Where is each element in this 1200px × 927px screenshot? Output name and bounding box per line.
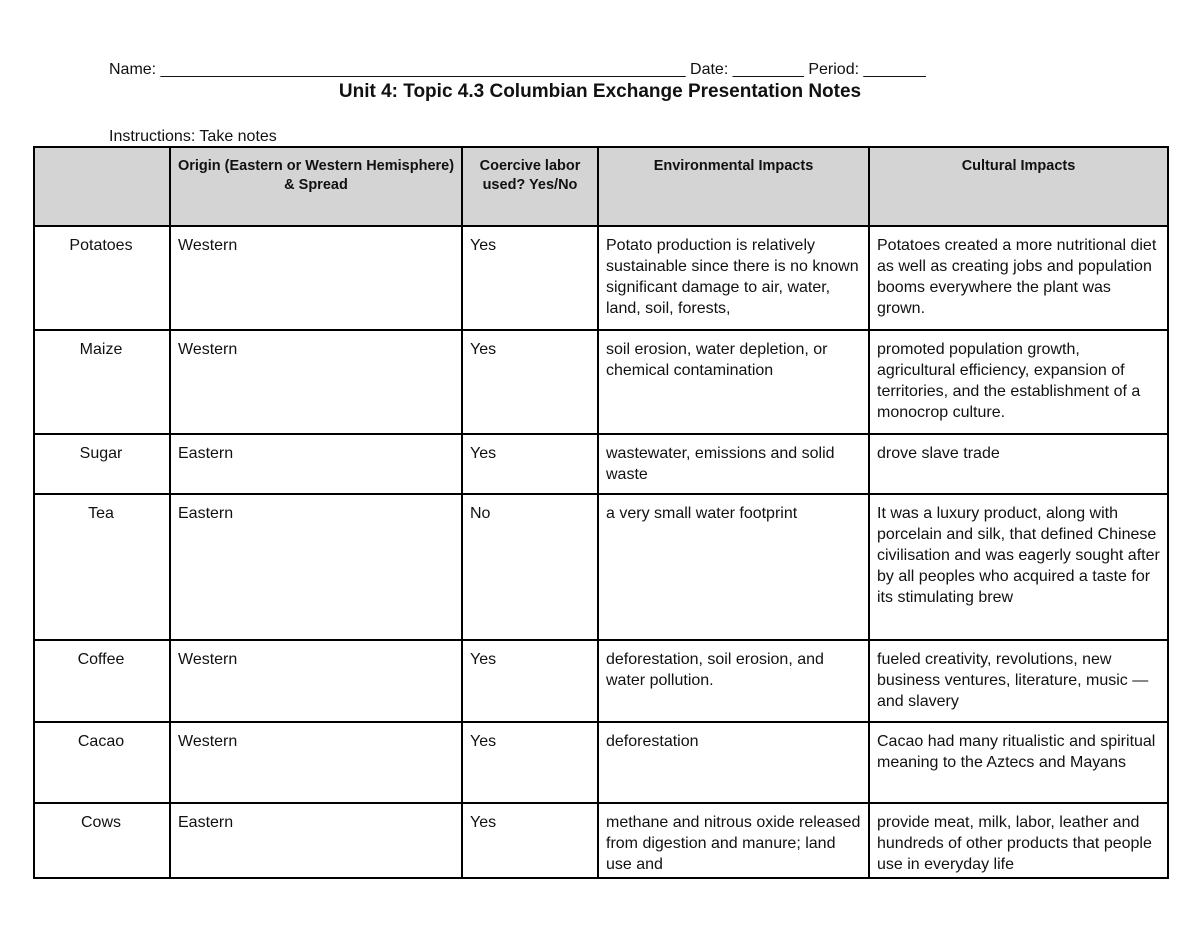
table-row <box>34 226 1168 330</box>
cell-cultural: It was a luxury product, along with porcelain and silk, that defined Chinese civilisation and was eagerly sought after by all peoples who acquired a taste for its stimulating brew <box>869 494 1168 640</box>
cell-cultural: Cacao had many ritualistic and spiritual meaning to the Aztecs and Mayans <box>869 722 1168 803</box>
table-row <box>34 803 1168 878</box>
cell-cultural: Potatoes created a more nutritional diet as well as creating jobs and population booms everywhere the plant was grown. <box>869 226 1168 330</box>
table-row <box>34 330 1168 434</box>
cell-item: Cacao <box>34 722 170 803</box>
header-cultural-impacts: Cultural Impacts <box>869 147 1168 226</box>
cell-origin: Western <box>170 226 462 330</box>
cell-origin: Western <box>170 640 462 722</box>
cell-item: Coffee <box>34 640 170 722</box>
cell-origin: Eastern <box>170 803 462 878</box>
notes-table <box>33 146 1169 879</box>
cell-cultural: promoted population growth, agricultural efficiency, expansion of territories, and the establishment of a monocrop culture. <box>869 330 1168 434</box>
cell-coercive: Yes <box>462 803 598 878</box>
header-coercive-labor: Coercive labor used? Yes/No <box>462 147 598 226</box>
cell-environmental: methane and nitrous oxide released from digestion and manure; land use and <box>598 803 869 878</box>
cell-environmental: soil erosion, water depletion, or chemical contamination <box>598 330 869 434</box>
cell-cultural: fueled creativity, revolutions, new business ventures, literature, music — and slavery <box>869 640 1168 722</box>
cell-item: Tea <box>34 494 170 640</box>
cell-environmental: deforestation, soil erosion, and water pollution. <box>598 640 869 722</box>
cell-item: Maize <box>34 330 170 434</box>
table-row <box>34 640 1168 722</box>
page-title: Unit 4: Topic 4.3 Columbian Exchange Presentation Notes <box>338 81 862 102</box>
cell-environmental: deforestation <box>598 722 869 803</box>
cell-item: Cows <box>34 803 170 878</box>
cell-coercive: Yes <box>462 434 598 494</box>
instructions-text: Instructions: Take notes <box>109 128 277 145</box>
table-row <box>34 494 1168 640</box>
cell-coercive: Yes <box>462 722 598 803</box>
cell-cultural: provide meat, milk, labor, leather and hundreds of other products that people use in everyday life <box>869 803 1168 878</box>
table-row <box>34 722 1168 803</box>
cell-environmental: wastewater, emissions and solid waste <box>598 434 869 494</box>
cell-coercive: No <box>462 494 598 640</box>
table-row <box>34 434 1168 494</box>
header-environmental-impacts: Environmental Impacts <box>598 147 869 226</box>
cell-coercive: Yes <box>462 226 598 330</box>
table-header-row <box>34 147 1168 226</box>
cell-coercive: Yes <box>462 640 598 722</box>
cell-item: Sugar <box>34 434 170 494</box>
header-item <box>34 147 170 226</box>
cell-origin: Western <box>170 330 462 434</box>
cell-origin: Eastern <box>170 494 462 640</box>
header-origin: Origin (Eastern or Western Hemisphere) & Spread <box>170 147 462 226</box>
name-date-period-line: Name: ___________________________________________________________ Date: ________ Period: _______ <box>109 61 926 78</box>
cell-environmental: Potato production is relatively sustainable since there is no known significant damage to air, water, land, soil, forests, <box>598 226 869 330</box>
cell-item: Potatoes <box>34 226 170 330</box>
cell-origin: Eastern <box>170 434 462 494</box>
cell-environmental: a very small water footprint <box>598 494 869 640</box>
cell-cultural: drove slave trade <box>869 434 1168 494</box>
cell-origin: Western <box>170 722 462 803</box>
cell-coercive: Yes <box>462 330 598 434</box>
